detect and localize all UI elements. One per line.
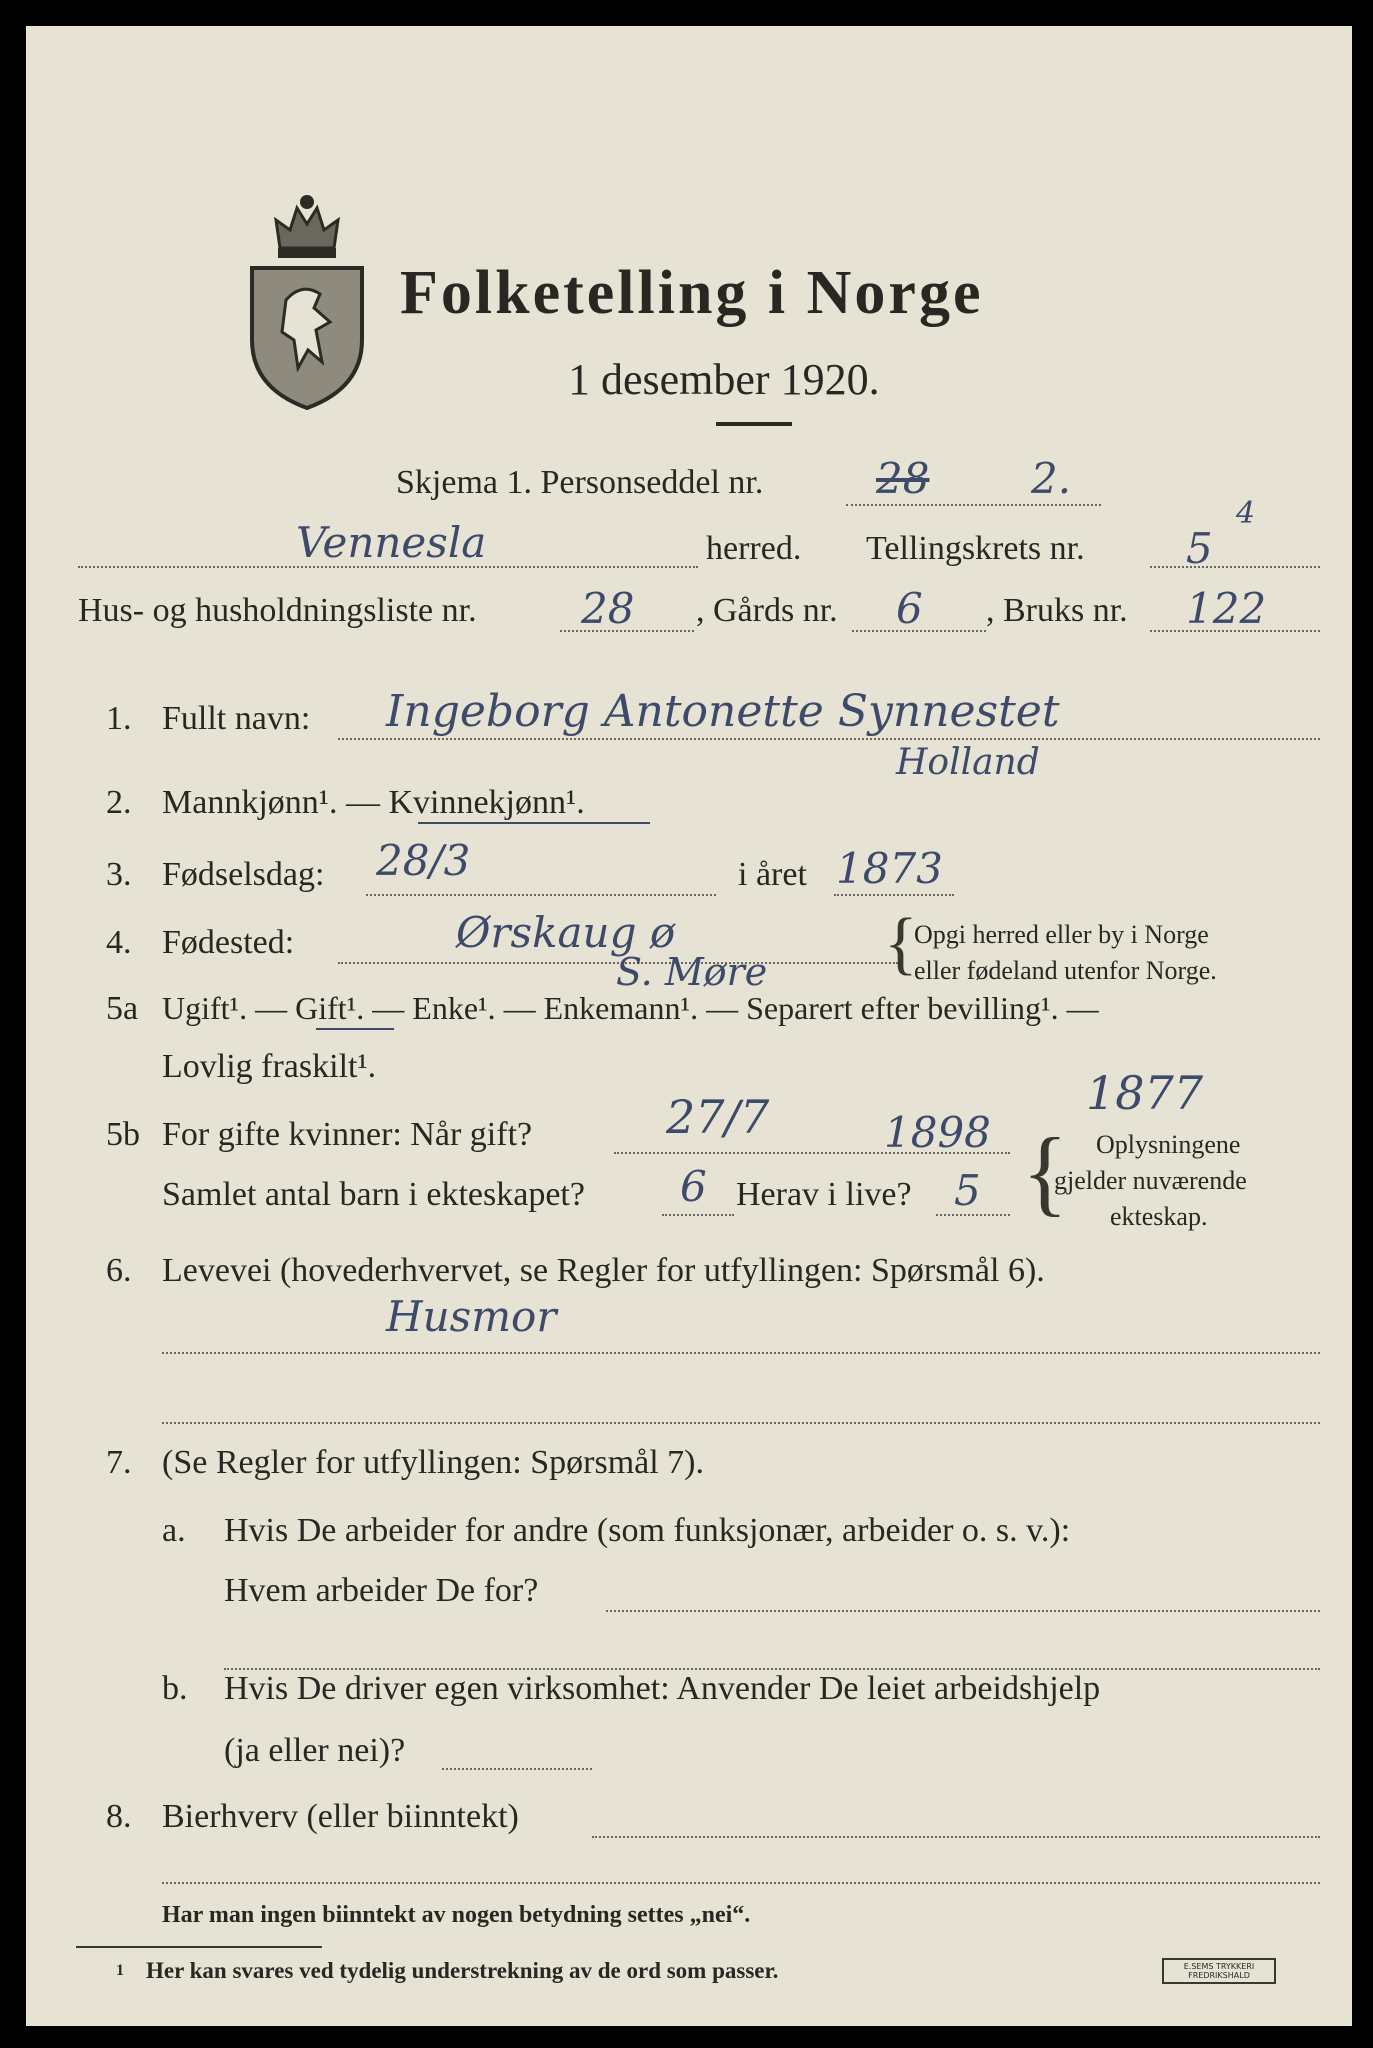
q5b-note-2: gjelder nuværende — [1054, 1166, 1247, 1195]
bruks-label: , Bruks nr. — [986, 592, 1128, 629]
q6-value: Husmor — [386, 1292, 557, 1341]
q7a-letter: a. — [162, 1512, 186, 1549]
personseddel-struck-value: 28 — [876, 454, 930, 503]
tellingskrets-label: Tellingskrets nr. — [866, 530, 1085, 567]
q2-underline — [418, 822, 650, 824]
q3-year-label: i året — [738, 856, 807, 893]
gards-label: , Gårds nr. — [696, 592, 838, 629]
q5a-underline — [316, 1028, 394, 1030]
q7a-label: Hvis De arbeider for andre (som funksjonær, arbeider o. s. v.): — [224, 1512, 1071, 1549]
q7b-line — [442, 1768, 592, 1770]
q3-year-value: 1873 — [836, 844, 943, 893]
q1-value: Ingeborg Antonette Synnestet — [386, 686, 1060, 737]
q4-label: Fødested: — [162, 924, 295, 961]
q8-label: Bierhverv (eller biinntekt) — [162, 1798, 519, 1835]
q7-number: 7. — [106, 1444, 132, 1481]
q5b-year-value: 1898 — [884, 1108, 991, 1157]
footnote-text: Her kan svares ved tydelig understrekning av de ord som passer. — [146, 1958, 779, 1983]
q5b-date-value: 27/7 — [666, 1090, 770, 1144]
q5b-barn-label: Samlet antal barn i ekteskapet? — [162, 1176, 585, 1213]
q5a-number: 5a — [106, 990, 139, 1027]
footnote-divider — [76, 1946, 322, 1948]
tellingskrets-correction: 4 — [1236, 496, 1256, 531]
census-form — [26, 26, 1352, 2026]
q4-note-1: Opgi herred eller by i Norge — [914, 920, 1209, 949]
q5b-number: 5b — [106, 1116, 140, 1153]
q1-label: Fullt navn: — [162, 700, 311, 737]
q5b-brace: { — [1022, 1118, 1069, 1225]
q8-number: 8. — [106, 1798, 132, 1835]
tellingskrets-line — [1150, 566, 1320, 568]
q3-value: 28/3 — [376, 836, 471, 885]
q7b-label-2: (ja eller nei)? — [224, 1732, 406, 1769]
personseddel-value: 2. — [1031, 454, 1072, 503]
q5b-note-1: Oplysningene — [1096, 1130, 1241, 1159]
herred-value: Vennesla — [296, 518, 487, 567]
q2-label: Mannkjønn¹. — Kvinnekjønn¹. — [162, 784, 585, 821]
q5b-note-3: ekteskap. — [1110, 1202, 1208, 1231]
q3-line — [366, 894, 716, 896]
q1-value-2: Holland — [896, 742, 1040, 783]
q1-number: 1. — [106, 700, 132, 737]
q5b-barn-value: 6 — [680, 1162, 707, 1211]
q1-line — [338, 738, 1320, 740]
q4-note-2: eller fødeland utenfor Norge. — [914, 956, 1217, 985]
census-date: 1 desember 1920. — [568, 355, 880, 404]
q3-number: 3. — [106, 856, 132, 893]
q7a-label-2: Hvem arbeider De for? — [224, 1572, 539, 1609]
q4-value: Ørskaug ø — [456, 908, 676, 957]
q6-line-1 — [162, 1352, 1320, 1354]
personseddel-line — [846, 504, 1101, 506]
q7-label: (Se Regler for utfyllingen: Spørsmål 7). — [162, 1444, 705, 1481]
husholdningsliste-value: 28 — [581, 584, 635, 633]
coat-of-arms-icon — [242, 190, 372, 412]
q6-line-2 — [162, 1422, 1320, 1424]
q8-line-1 — [592, 1836, 1320, 1838]
q5b-label: For gifte kvinner: Når gift? — [162, 1116, 533, 1153]
q5b-correction: 1877 — [1086, 1066, 1204, 1120]
q5b-live-value: 5 — [954, 1166, 981, 1215]
q7b-label: Hvis De driver egen virksomhet: Anvender De leiet arbeidshjelp — [224, 1670, 1101, 1707]
husholdningsliste-label: Hus- og husholdningsliste nr. — [78, 592, 477, 629]
q5b-barn-line — [662, 1214, 734, 1216]
q7b-letter: b. — [162, 1670, 188, 1707]
q6-number: 6. — [106, 1252, 132, 1289]
bruks-value: 122 — [1186, 584, 1267, 633]
q5a-label-2: Lovlig fraskilt¹. — [162, 1048, 377, 1085]
footnote-mark: 1 — [116, 1962, 124, 1979]
q6-label: Levevei (hovederhvervet, se Regler for utfyllingen: Spørsmål 6). — [162, 1252, 1045, 1289]
q8-line-2 — [162, 1882, 1320, 1884]
q7a-line-1 — [606, 1610, 1320, 1612]
form-title: Folketelling i Norge — [400, 259, 984, 327]
q5b-live-label: Herav i live? — [736, 1176, 912, 1213]
printer-stamp-line-2: FREDRIKSHALD — [1188, 1971, 1250, 1980]
herred-label: herred. — [706, 530, 802, 567]
q4-brace: { — [884, 905, 918, 982]
q5a-label: Ugift¹. — Gift¹. — Enke¹. — Enkemann¹. — Separert efter bevilling¹. — — [162, 990, 1099, 1026]
q3-label: Fødselsdag: — [162, 856, 325, 893]
printer-stamp — [1162, 1958, 1276, 1984]
biinntekt-note: Har man ingen biinntekt av nogen betydning settes „nei“. — [162, 1902, 751, 1928]
q4-number: 4. — [106, 924, 132, 961]
q4-value-2: S. Møre — [616, 950, 768, 994]
skjema-label: Skjema 1. Personseddel nr. — [396, 464, 764, 501]
printer-stamp-line-1: E.SEMS TRYKKERI — [1183, 1962, 1255, 1971]
title-divider — [716, 422, 792, 426]
gards-value: 6 — [896, 584, 923, 633]
q3-year-line — [834, 894, 954, 896]
q2-number: 2. — [106, 784, 132, 821]
tellingskrets-value: 5 — [1186, 524, 1213, 573]
